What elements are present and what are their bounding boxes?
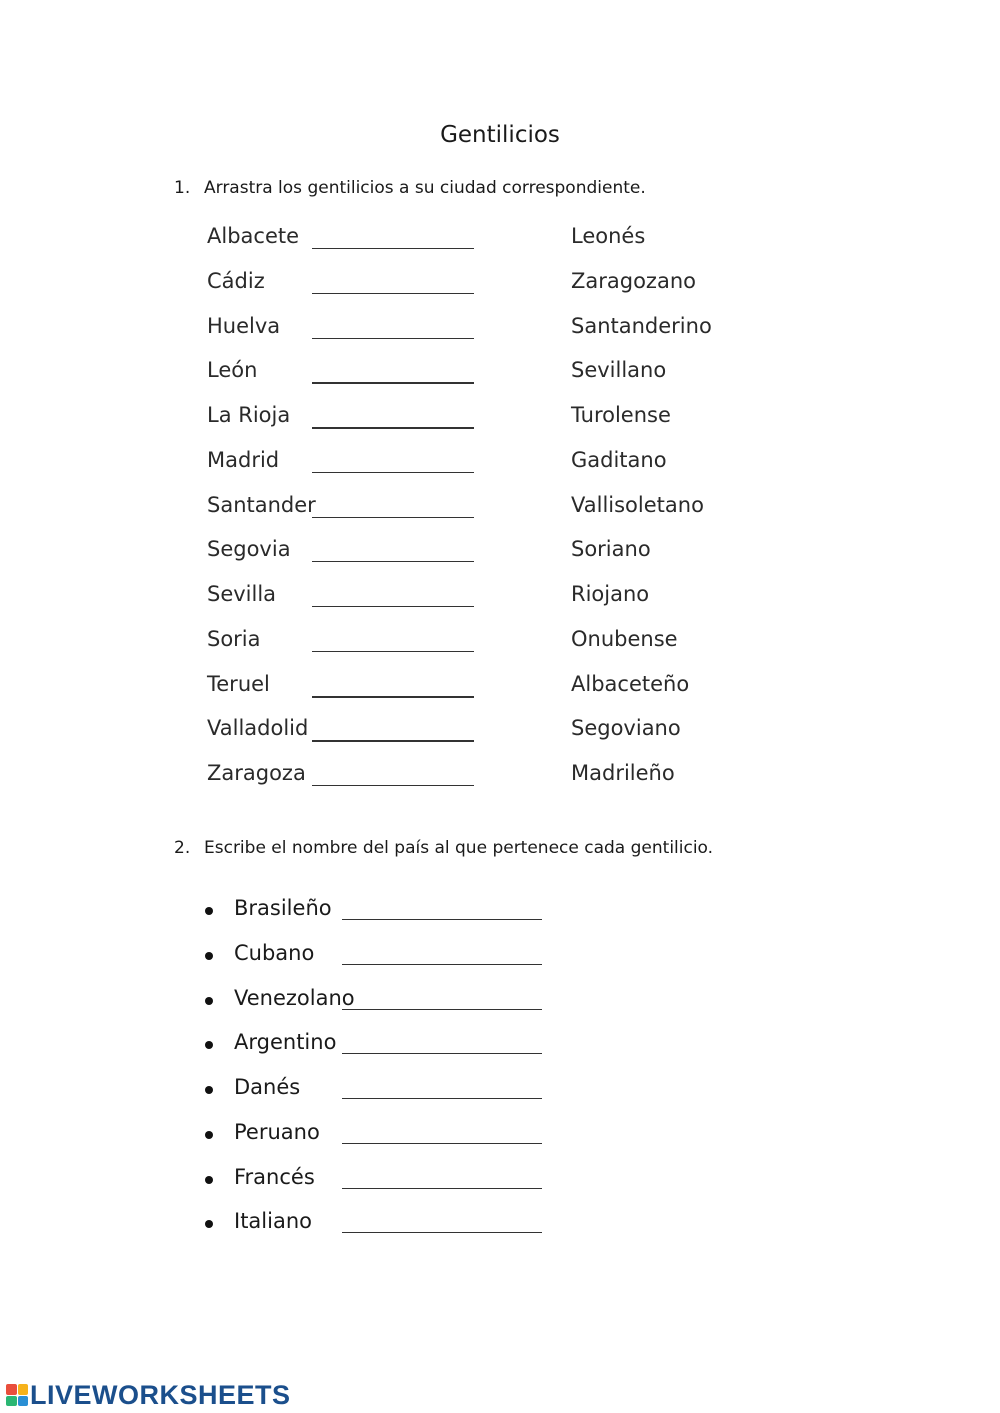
city-label: Zaragoza [207,761,306,785]
drop-target-blank[interactable] [312,785,474,786]
bullet-icon [205,952,213,960]
match-row [0,582,1000,627]
exercise-2-instruction [174,838,713,858]
match-row [0,672,1000,717]
drop-target-blank[interactable] [312,248,474,249]
country-answer-blank[interactable] [342,1009,542,1010]
match-row [0,493,1000,538]
gentilicio-label: Italiano [234,1209,312,1234]
drop-target-blank[interactable] [312,606,474,607]
list-item [0,1120,1000,1165]
exercise-1-number: 1. [174,178,191,198]
list-item [0,1030,1000,1075]
page-title: Gentilicios [440,122,560,148]
gentilicio-label: Venezolano [234,985,355,1010]
match-row [0,224,1000,269]
draggable-demonym[interactable]: Albaceteño [571,671,690,696]
bullet-icon [205,997,213,1005]
country-section [0,896,1000,1254]
bullet-icon [205,907,213,915]
list-item [0,896,1000,941]
draggable-demonym[interactable]: Riojano [571,582,650,606]
city-label: Albacete [207,224,300,248]
drop-target-blank[interactable] [312,338,474,339]
gentilicio-label: Cubano [234,940,315,965]
drop-target-blank[interactable] [312,517,474,518]
bullet-icon [205,1041,213,1049]
draggable-demonym[interactable]: Turolense [571,403,671,427]
city-label: Cádiz [207,268,265,293]
city-label: Sevilla [207,582,277,606]
logo-text: LIVEWORKSHEETS [30,1379,291,1410]
draggable-demonym[interactable]: Madrileño [571,761,675,785]
draggable-demonym[interactable]: Zaragozano [571,268,696,293]
liveworksheets-logo [6,1380,291,1410]
drop-target-blank[interactable] [312,561,474,562]
match-row [0,314,1000,359]
gentilicio-label: Peruano [234,1119,320,1144]
bullet-icon [205,1086,213,1094]
bullet-icon [205,1176,213,1184]
draggable-demonym[interactable]: Sevillano [571,358,667,383]
match-row [0,716,1000,761]
gentilicio-label: Danés [234,1075,301,1099]
city-label: Teruel [207,671,270,696]
logo-tile [6,1384,17,1395]
draggable-demonym[interactable]: Soriano [571,537,651,562]
list-item [0,1209,1000,1254]
exercise-2-number: 2. [174,838,191,858]
country-answer-blank[interactable] [342,1143,542,1144]
match-row [0,448,1000,493]
logo-icon [6,1384,28,1406]
drop-target-blank[interactable] [312,651,474,652]
city-label: Segovia [207,537,291,562]
city-label: Madrid [207,447,280,472]
match-row [0,403,1000,448]
country-answer-blank[interactable] [342,964,542,965]
city-label: Soria [207,626,261,651]
list-item [0,941,1000,986]
city-label: Santander [207,492,316,517]
list-item [0,1165,1000,1210]
exercise-2-text: Escribe el nombre del país al que pertenece cada gentilicio. [204,838,714,858]
country-answer-blank[interactable] [342,919,542,920]
match-row [0,269,1000,314]
drop-target-blank[interactable] [312,293,474,294]
country-answer-blank[interactable] [342,1232,542,1233]
gentilicio-label: Brasileño [234,896,332,920]
city-label: León [207,358,258,383]
draggable-demonym[interactable]: Santanderino [571,313,712,338]
matching-section [0,224,1000,806]
drop-target-blank[interactable] [312,427,474,429]
bullet-icon [205,1220,213,1228]
match-row [0,358,1000,403]
logo-tile [6,1396,17,1407]
draggable-demonym[interactable]: Onubense [571,626,678,651]
gentilicio-label: Francés [234,1164,315,1189]
draggable-demonym[interactable]: Gaditano [571,447,667,472]
country-answer-blank[interactable] [342,1053,542,1054]
draggable-demonym[interactable]: Segoviano [571,716,681,741]
drop-target-blank[interactable] [312,472,474,473]
match-row [0,761,1000,806]
logo-tile [18,1384,29,1395]
drop-target-blank[interactable] [312,740,474,742]
bullet-icon [205,1131,213,1139]
gentilicio-label: Argentino [234,1030,337,1055]
exercise-1-text: Arrastra los gentilicios a su ciudad correspondiente. [204,178,646,198]
list-item [0,1075,1000,1120]
match-row [0,537,1000,582]
logo-tile [18,1396,29,1407]
list-item [0,986,1000,1031]
city-label: Huelva [207,313,281,338]
drop-target-blank[interactable] [312,696,474,698]
city-label: Valladolid [207,716,309,741]
country-answer-blank[interactable] [342,1098,542,1099]
exercise-1-instruction [174,178,646,198]
draggable-demonym[interactable]: Leonés [571,224,646,248]
country-answer-blank[interactable] [342,1188,542,1189]
drop-target-blank[interactable] [312,382,474,384]
draggable-demonym[interactable]: Vallisoletano [571,492,704,517]
city-label: La Rioja [207,403,291,427]
match-row [0,627,1000,672]
